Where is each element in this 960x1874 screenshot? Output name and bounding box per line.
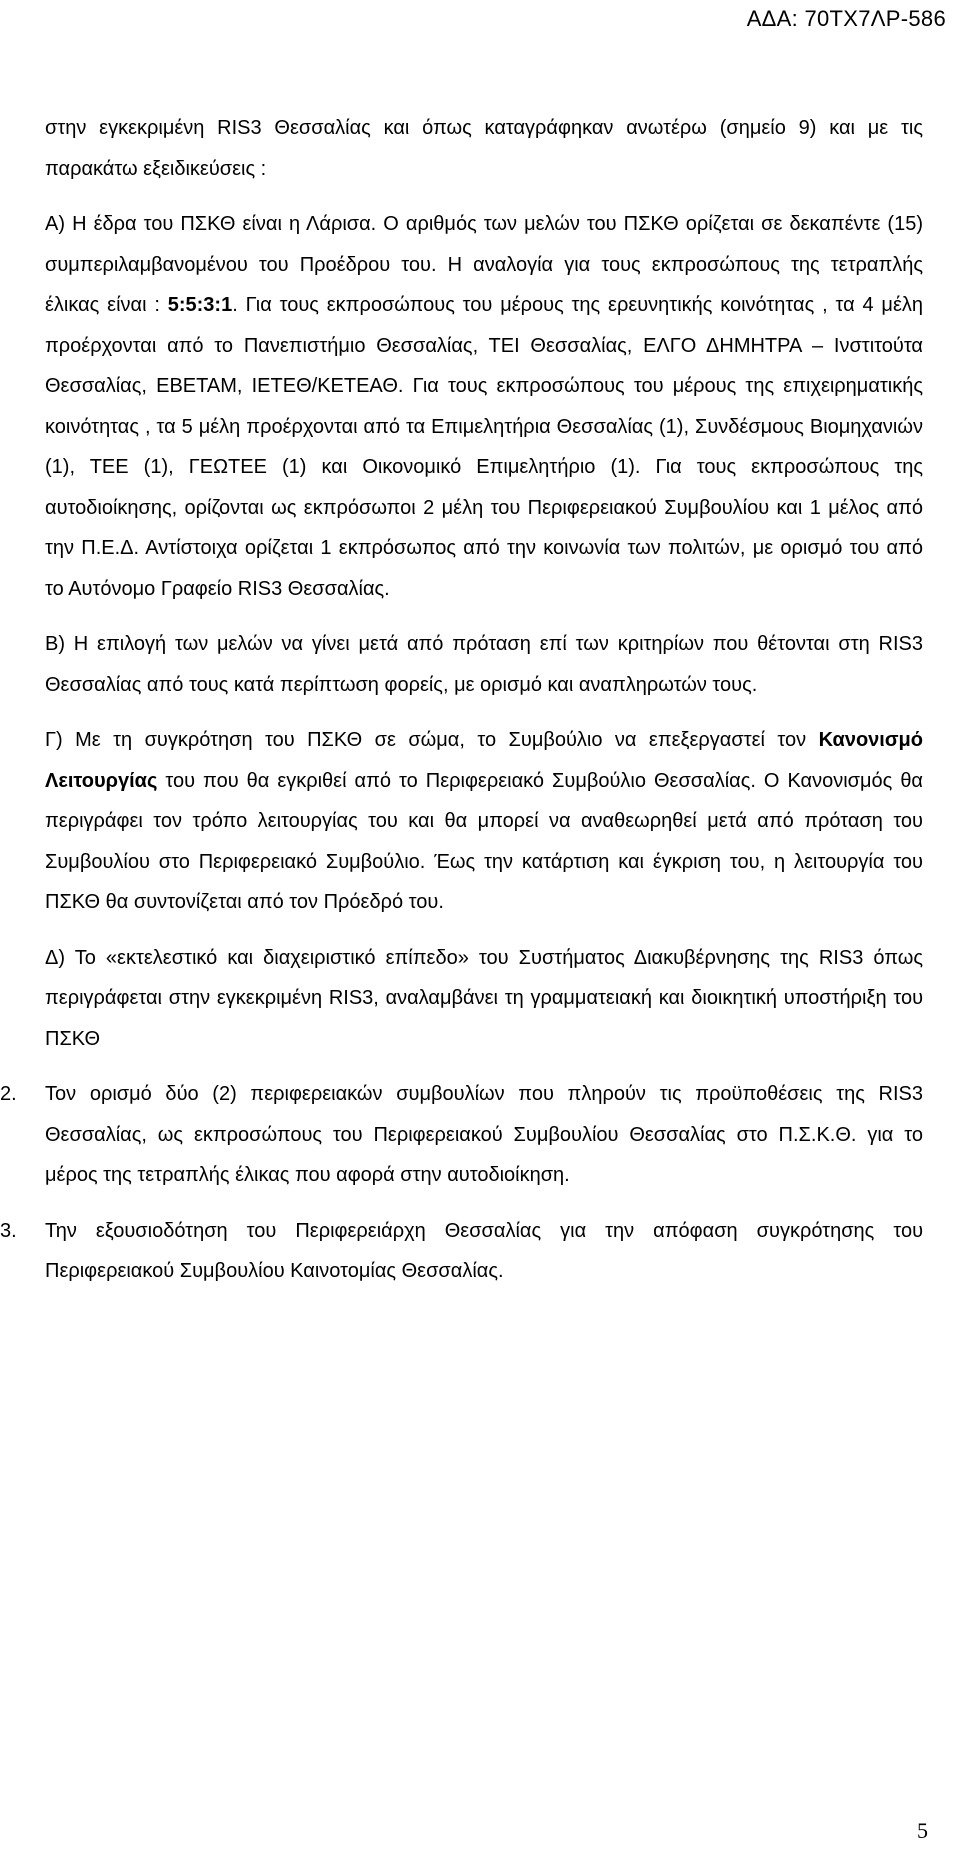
paragraph-a bbox=[45, 204, 923, 609]
list-item-2-number: 2. bbox=[0, 1083, 17, 1105]
paragraph-b: Β) Η επιλογή των μελών να γίνει μετά από πρόταση επί των κριτηρίων που θέτονται στη RIS3 Θεσσαλίας από τους κατά περίπτωση φορείς, με ορισμό και αναπληρωτών τους. bbox=[45, 633, 923, 696]
paragraph-c bbox=[45, 720, 923, 923]
list-item-2-text: Τον ορισμό δύο (2) περιφερειακών συμβουλίων που πληρούν τις προϋποθέσεις της RIS3 Θεσσαλίας, ως εκπροσώπους του Περιφερειακού Συμβουλίου Θεσσαλίας στο Π.Σ.Κ.Θ. για το μέρος της τετραπλής έλικας που αφορά στην αυτοδιοίκηση. bbox=[45, 1083, 923, 1186]
list-item-3 bbox=[0, 1211, 923, 1292]
list-item-3-text: Την εξουσιοδότηση του Περιφερειάρχη Θεσσαλίας για την απόφαση συγκρότησης του Περιφερειακού Συμβουλίου Καινοτομίας Θεσσαλίας. bbox=[45, 1219, 923, 1282]
quadruple-helix-ratio: 5:5:3:1 bbox=[167, 294, 233, 316]
ada-header: ΑΔΑ: 70ΤΧ7ΛΡ-586 bbox=[746, 6, 946, 31]
paragraph-c-text-1: Γ) Με τη συγκρότηση του ΠΣΚΘ σε σώμα, το Συμβούλιο να επεξεργαστεί τον bbox=[45, 729, 819, 751]
document-body bbox=[0, 108, 923, 1307]
paragraph-d: Δ) Το «εκτελεστικό και διαχειριστικό επίπεδο» του Συστήματος Διακυβέρνησης της RIS3 όπως περιγράφεται στην εγκεκριμένη RIS3, αναλαμβάνει τη γραμματειακή και διοικητική υποστήριξη του ΠΣΚΘ bbox=[45, 946, 923, 1050]
paragraph-a-text-2: . Για τους εκπροσώπους του μέρους της ερευνητικής κοινότητας , τα 4 μέλη προέρχονται από το Πανεπιστήμιο Θεσσαλίας, ΤΕΙ Θεσσαλίας, ΕΛΓΟ ΔΗΜΗΤΡΑ – Ινστιτούτα Θεσσαλίας, ΕΒΕΤΑΜ, ΙΕΤΕΘ/ΚΕΤΕΑΘ. Για τους εκπροσώπους του μέρους της επιχειρηματικής κοινότητας , τα 5 μέλη προέρχονται από τα Επιμελητήρια Θεσσαλίας (1), Συνδέσμους Βιομηχανιών (1), ΤΕΕ (1), ΓΕΩΤΕΕ (1) και Οικονομικό Επιμελητήριο (1). Για τους εκπροσώπους της αυτοδιοίκησης, ορίζονται ως εκπρόσωποι 2 μέλη του Περιφερειακού Συμβουλίου και 1 μέλος από την Π.Ε.Δ. Αντίστοιχα ορίζεται 1 εκπρόσωπος από την κοινωνία των πολιτών, με ορισμό του από το Αυτόνομο Γραφείο RIS3 Θεσσαλίας. bbox=[45, 294, 923, 600]
paragraph-c-text-2: του που θα εγκριθεί από το Περιφερειακό Συμβούλιο Θεσσαλίας. Ο Κανονισμός θα περιγράφει τον τρόπο λειτουργίας του και θα μπορεί να αναθεωρηθεί μετά από πρόταση του Συμβουλίου στο Περιφερειακό Συμβούλιο. Έως την κατάρτιση και έγκριση του, η λειτουργία του ΠΣΚΘ θα συντονίζεται από τον Πρόεδρό του. bbox=[45, 769, 923, 913]
intro-paragraph: στην εγκεκριμένη RIS3 Θεσσαλίας και όπως καταγράφηκαν ανωτέρω (σημείο 9) και με τις παρακάτω εξειδικεύσεις : bbox=[45, 117, 923, 180]
list-item-2 bbox=[0, 1074, 923, 1196]
list-item-3-number: 3. bbox=[0, 1219, 17, 1242]
paragraph-a-text-1: Α) Η έδρα του ΠΣΚΘ είναι η Λάρισα. Ο αριθμός των μελών του ΠΣΚΘ ορίζεται σε δεκαπέντε (15) συμπεριλαμβανομένου του Προέδρου του. Η αναλογία για τους εκπροσώπους της τετραπλής έλικας είναι : bbox=[45, 213, 923, 316]
page-number: 5 bbox=[917, 1818, 928, 1843]
operating-regulation-term: Κανονισμό Λειτουργίας bbox=[45, 729, 923, 792]
